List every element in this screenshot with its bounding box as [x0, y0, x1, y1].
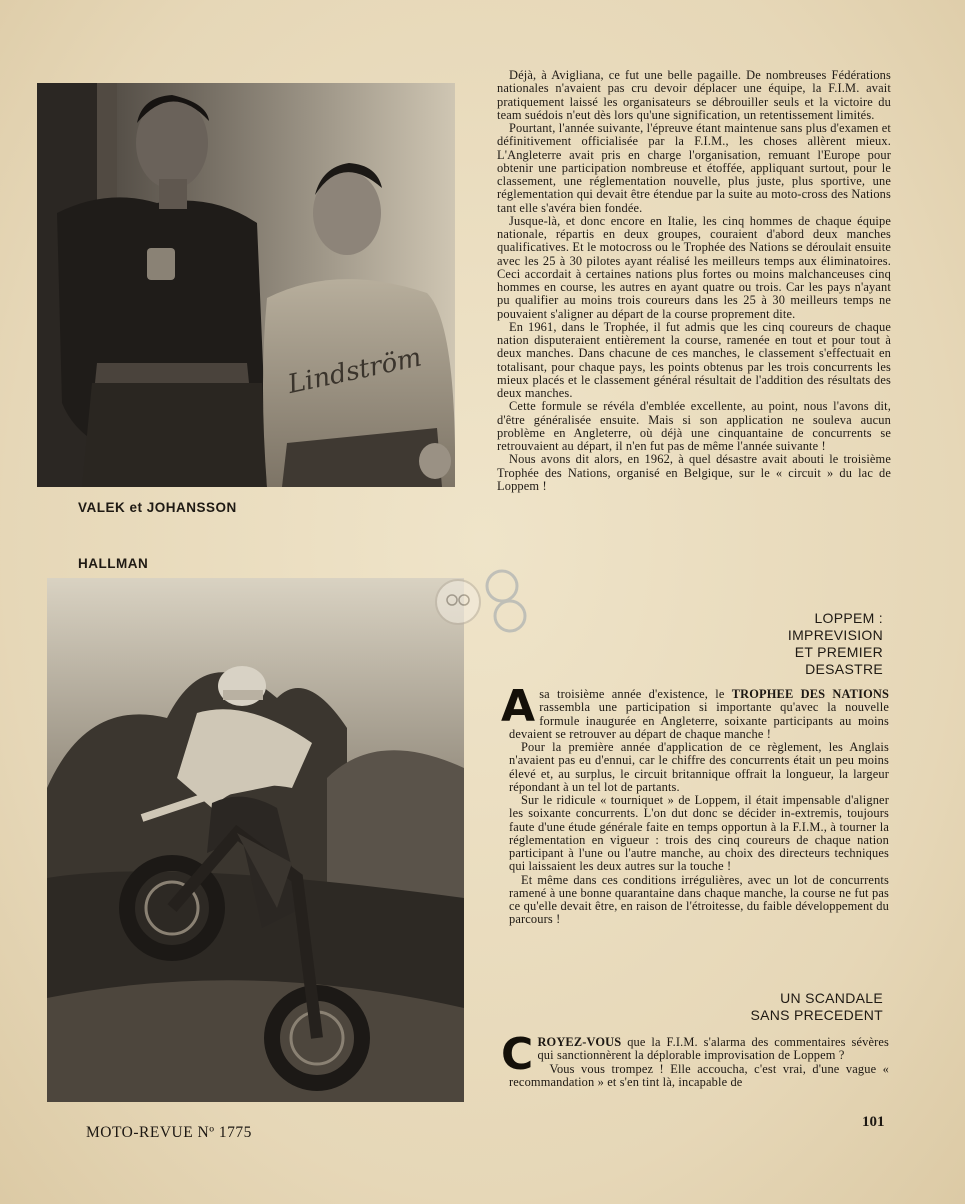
article-paragraph: Pourtant, l'année suivante, l'épreuve étant maintenue sans plus d'examen et définitivement officialisée par la F.I.M., les choses allèrent mieux. L'Angleterre avait pris en charge l'organisation, remuant l'Europe pour obtenir une participation nombreuse et étoffée, appliquant surtout, pour le classement, une réglementation nouvelle, plus juste, plus sportive, une réglementation qui devait être étendue par la suite au moto-cross des Nations tant elle s'avéra bien fondée.	[497, 121, 891, 215]
lead-rest: rassembla une participation si importante qu'avec la nouvelle formule inaugurée en Angleterre, soixante participants au moins devaient se retrouver au départ de chaque manche !	[509, 700, 889, 741]
article-paragraph: En 1961, dans le Trophée, il fut admis que les cinq coureurs de chaque nation disputeraient entièrement la course, ramenée en tout et pour tout à deux manches. Dans chacune de ces manches, le classement s'effectuait en totalisant, pour chaque pays, les points obtenus par les trois concurrents les mieux placés et le classement général résultait de l'addition des résultats des deux manches.	[497, 319, 891, 400]
lead-smallcaps: TROPHEE DES NATIONS	[731, 687, 889, 701]
article-paragraph: Et même dans ces conditions irrégulières, avec un lot de concurrents ramené à une bonne quarantaine dans chaque manche, la course ne fut pas ce qu'elle devait être, en raison de l'étroitesse, du faible développement du parcours !	[509, 872, 889, 927]
caption-photo2: HALLMAN	[78, 556, 149, 571]
heading-line: UN SCANDALE	[780, 990, 883, 1006]
heading-line: ET PREMIER	[794, 644, 883, 660]
lead-smallcaps: ROYEZ-VOUS	[537, 1035, 622, 1049]
photo-hallman-image	[47, 578, 464, 1102]
heading-line: SANS PRECEDENT	[750, 1007, 883, 1023]
watermark-logo	[430, 562, 540, 642]
lead-text: sa troisième année d'existence, le	[539, 687, 732, 701]
drop-cap: C	[501, 1029, 534, 1080]
heading-line: DESASTRE	[805, 661, 883, 677]
heading-line: LOPPEM :	[814, 610, 883, 626]
article-section-loppem	[501, 681, 889, 927]
article-paragraph: Nous avons dit alors, en 1962, à quel désastre avait abouti le troisième Trophée des Nations, organisé en Belgique, sur le « circuit » du lac de Loppem !	[497, 452, 891, 493]
section-heading-loppem	[663, 610, 883, 678]
article-paragraph: Vous vous trompez ! Elle accoucha, c'est vrai, d'une vague « recommandation » et s'en tint là, incapable de	[509, 1061, 889, 1089]
article-paragraph: Cette formule se révéla d'emblée excellente, au point, nous l'avons dit, d'être généralisée ensuite. Mais si son application ne souleva aucun problème en Angleterre, où déjà une cinquantaine de concurrents se retrouvaient au départ, il n'en fut pas de même l'année suivante !	[497, 399, 891, 453]
magazine-footer: MOTO-REVUE Nº 1775	[86, 1124, 252, 1141]
heading-line: IMPREVISION	[787, 627, 883, 643]
article-paragraph-lead	[501, 681, 889, 741]
article-column-top	[497, 69, 891, 493]
article-paragraph: Sur le ridicule « tourniquet » de Loppem, il était impensable d'aligner les soixante concurrents. L'on dut donc se décider in-extremis, toujours faute d'une étude générale faite en temps opportun à la F.I.M., à tourner la réglementation en vigueur : trois des cinq coureurs de chaque nation participant à l'une ou l'autre manche, au choix des directeurs techniques qui laissaient les deux autres sur la touche !	[509, 793, 889, 874]
drop-cap: A	[501, 681, 536, 732]
section-heading-scandale	[663, 990, 883, 1024]
photo-valek-johansson	[37, 83, 455, 487]
page-number: 101	[862, 1114, 885, 1130]
photo-hallman	[47, 578, 464, 1102]
caption-photo1: VALEK et JOHANSSON	[78, 500, 237, 515]
article-section-scandale	[501, 1029, 889, 1089]
photo-valek-johansson-image	[37, 83, 455, 487]
article-paragraph: Pour la première année d'application de ce règlement, les Anglais n'avaient pas eu d'ennui, car le chiffre des concurrents était un peu moins élevé et, au surplus, le circuit britannique offrait la longueur, la largeur répondant à un tel lot de partants.	[509, 740, 889, 794]
article-paragraph: Jusque-là, et donc encore en Italie, les cinq hommes de chaque équipe nationale, répartis en deux groupes, couraient d'abord deux manches qualificatives. Et le motocross ou le Trophée des Nations se déroulait ensuite avec les 25 à 30 pilotes ayant réalisé les meilleurs temps aux éliminatoires. Ceci accordait à certaines nations plus fortes ou moins malchanceuses cinq hommes en course, les autres en ayant quatre ou trois. Car les pays n'ayant pu qualifier au moins trois coureurs dans les 25 à 30 meilleurs temps ne pouvaient s'aligner au départ de la course proprement dite.	[497, 213, 891, 321]
jersey-lettering: Lindström	[285, 342, 425, 401]
article-paragraph: Déjà, à Avigliana, ce fut une belle pagaille. De nombreuses Fédérations nationales n'avaient pas cru devoir déplacer une équipe, la F.I.M. avait pratiquement laissé les organisateurs se débrouiller seuls et la victoire du team suédois n'eut dès lors qu'une signification, un retentissement limités.	[497, 68, 891, 122]
lead-rest: que la F.I.M. s'alarma des commentaires sévères qui sanctionnèrent la déplorable improvisation de Loppem ?	[537, 1035, 889, 1063]
